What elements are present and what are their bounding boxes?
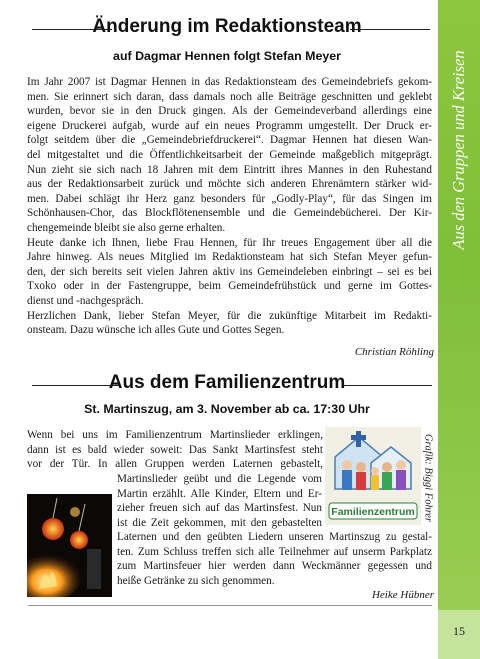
article2-body-top [27, 428, 323, 472]
text-line: Herzlichen Dank, lieber Stefan Meyer, für die zukünftige Mitarbeit im Redakti- [27, 309, 432, 322]
text-line: ist die Zeit gekommen, mit den gebastelten [117, 516, 322, 529]
text-line: Txoko oder in der Fastengruppe, beim Gemeindefrühstück und gerne im Gottes- [27, 280, 432, 293]
title-rule-right [344, 385, 432, 386]
title-rule-right [350, 29, 430, 30]
text-line: Heute danke ich Ihnen, liebe Frau Hennen, für Ihr treues Engagement über all die [27, 236, 432, 249]
text-line: Jahre hinweg. Als neues Mitglied im Redaktionsteam hat sich Stefan Meyer gefun- [27, 251, 432, 264]
text-line: chengemeinde bleibt sie also gerne erhalten. [27, 221, 226, 234]
lantern-photo [27, 494, 112, 597]
text-line: Im Jahr 2007 ist Dagmar Hennen in das Redaktionsteam des Gemeindebriefs gekom- [27, 76, 432, 88]
text-line: den, der sich bereits seit vielen Jahren aktiv ins Gemeindeleben einbringt – sei es bei [27, 265, 432, 278]
text-line: dann ist es bald wieder soweit: Das Sankt Martinsfest steht [27, 443, 323, 456]
text-line: Nun zieht sie sich nach 18 Jahren mit dem Eintritt ihres Mannes in den Ruhestand [27, 163, 432, 176]
article2-title: Aus dem Familienzentrum [108, 372, 346, 393]
text-line: Martinslieder geübt und die Legende vom [117, 473, 322, 485]
article1-title: Änderung im Redaktionsteam [92, 16, 362, 37]
page-number: 15 [453, 624, 465, 638]
text-line: vor der Tür. In allen Gruppen werden Laternen gebastelt, [27, 458, 323, 471]
bottom-rule [28, 605, 432, 606]
graphic-credit: Grafik: Biggi Fohrer [422, 433, 434, 523]
text-line: men. Dabei schlägt ihr Herz ganz besonders für „Godly-Play“, für das Singen im [27, 192, 432, 205]
text-line: onsteam. Dazu wünsche ich alles Gute und Gottes Segen. [27, 324, 285, 337]
article2-body-bottom [117, 530, 432, 588]
text-line: zum Martinsfeuer hier werden dann Weckmänner gegessen und [117, 560, 432, 573]
text-line: Wenn bei uns im Familienzentrum Martinslieder erklingen, [27, 429, 323, 441]
text-line: dienst und -nachgespräch. [27, 294, 144, 307]
text-line: Martin erzählt. Alle Kinder, Eltern und Er- [117, 487, 322, 500]
logo-text: Familienzentrum [331, 506, 415, 518]
familienzentrum-logo [325, 427, 421, 525]
article1-author: Christian Röhling [354, 346, 434, 358]
article2-subtitle: St. Martinszug, am 3. November ab ca. 17:30 Uhr [84, 402, 370, 416]
article2-body-mid [117, 472, 322, 530]
text-line: wurden, bevor sie in den Druck gingen. Als der Gemeindeverband allerdings eine [27, 105, 432, 118]
section-title: Aus den Gruppen und Kreisen [449, 50, 468, 250]
article1-subtitle: auf Dagmar Hennen folgt Stefan Meyer [113, 49, 341, 63]
article2-author: Heike Hübner [371, 589, 434, 601]
text-line: aus der Redaktionsarbeit zurück und möchte sich anderen Ehrenämtern stärker wid- [27, 178, 432, 191]
text-line: Laternen und den geübten Liedern unseren Martinszug zu gestal- [117, 531, 432, 543]
text-line: zieher freuen sich auf das Martinsfest. Nun [117, 502, 322, 515]
text-line: del mitgestaltet und die Öffentlichkeitsarbeit der Gemeinde maßgeblich mitgeprägt. [27, 148, 432, 161]
text-line: folgt seitdem über die „Gemeindebriefdruckerei“. Dagmar Hennen hat diesen Wan- [27, 134, 432, 147]
text-line: eigene Druckerei aufgab, wurde auf ein neues Programm umgestellt. Der Druck er- [27, 119, 432, 132]
text-line: Schönhausen-Chor, das Blockflötenensemble und die Gemeindebücherei. Der Kir- [27, 207, 432, 220]
text-line: men. Sie erinnert sich daran, dass damals noch alle Beiträge geschnitten und geklebt [27, 90, 432, 103]
article1-body [27, 75, 432, 338]
text-line: ten. Zum Schluss treffen sich alle Teilnehmer auf unserm Parkplatz [117, 545, 432, 558]
text-line: heiße Getränke zu sich genommen. [117, 574, 275, 587]
